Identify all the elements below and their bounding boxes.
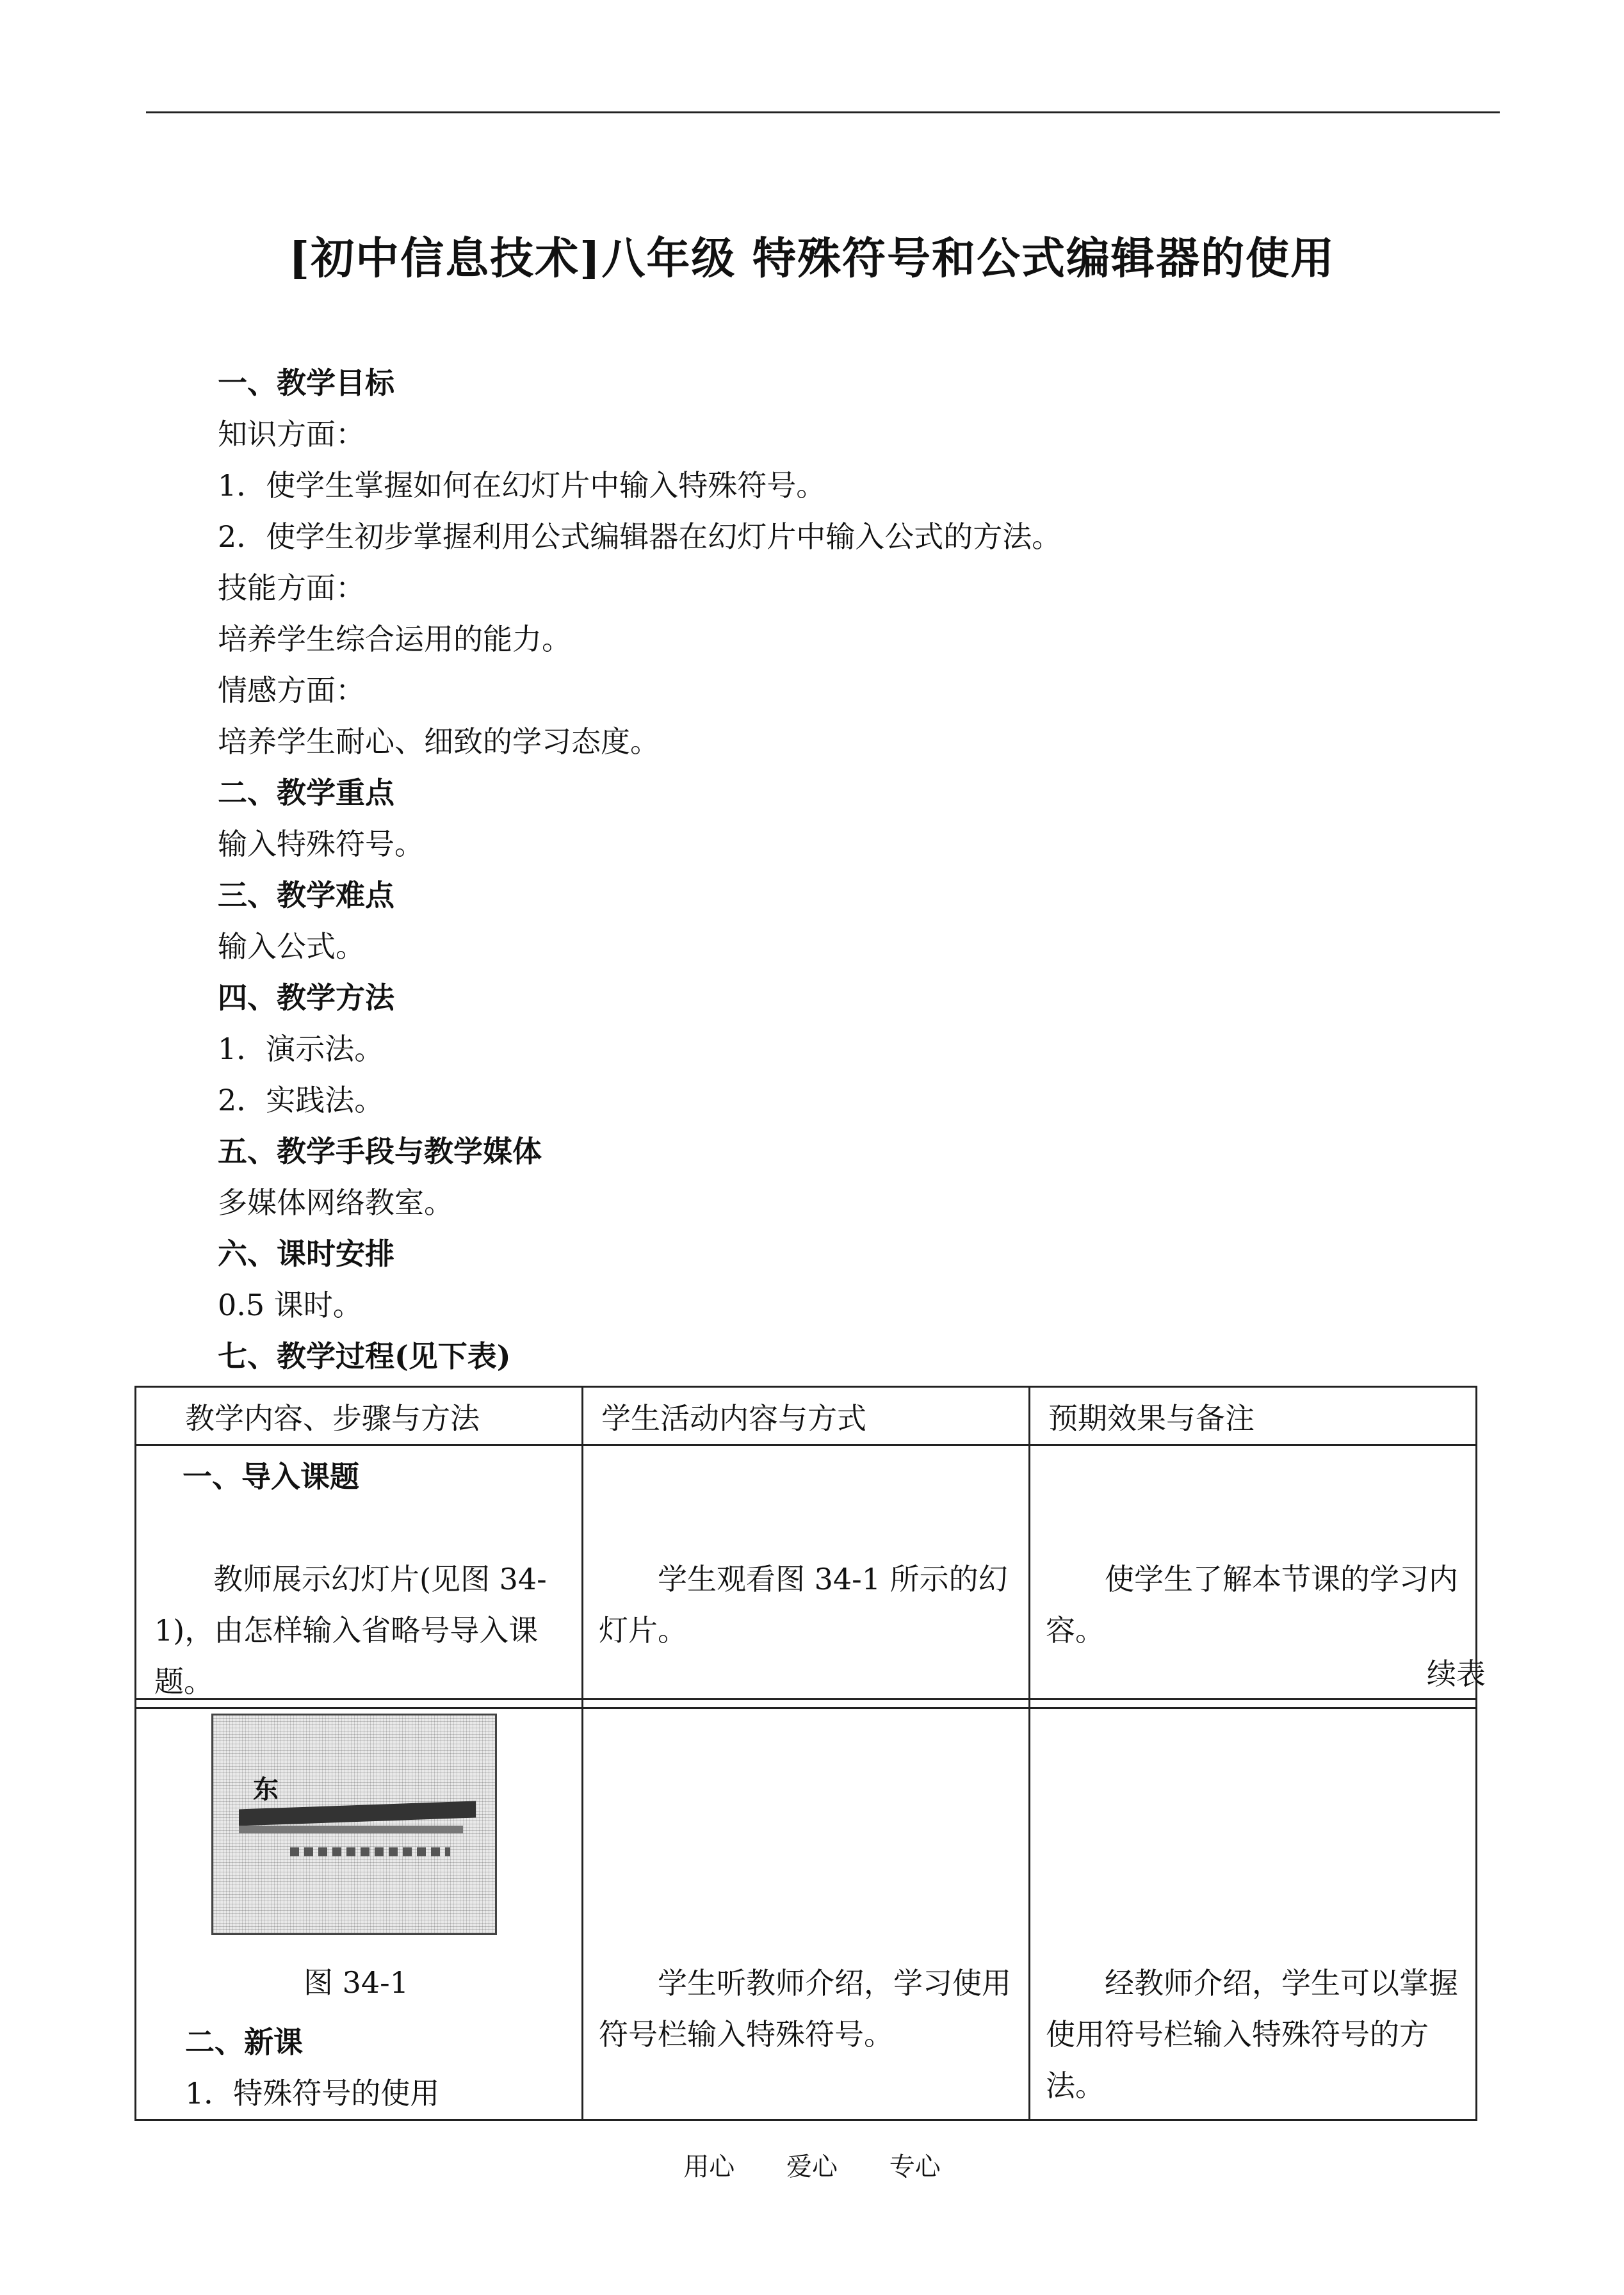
header-rule <box>146 111 1500 113</box>
body-text-line: 多媒体网络教室。 <box>218 1185 453 1220</box>
body-text-line: 情感方面： <box>218 673 365 708</box>
section-heading: 六、课时安排 <box>218 1237 394 1271</box>
cell-text: 学生观看图 34-1 所示的幻灯片。 <box>599 1562 1008 1648</box>
body-text-line: 2．使学生初步掌握利用公式编辑器在幻灯片中输入公式的方法。 <box>218 519 1062 554</box>
slide-underline <box>239 1826 463 1833</box>
header-cell: 学生活动内容与方式 <box>601 1401 866 1436</box>
body-text-line: 输入特殊符号。 <box>218 827 424 861</box>
continued-label: 续表 <box>1427 1657 1486 1691</box>
body-text-line: 培养学生耐心、细致的学习态度。 <box>218 724 660 759</box>
section-heading: 二、教学重点 <box>218 775 394 810</box>
body-text-line: 0.5 课时。 <box>218 1288 362 1322</box>
cell-text: 经教师介绍，学生可以掌握使用符号栏输入特殊符号的方法。 <box>1046 1966 1458 2103</box>
section-heading: 五、教学手段与教学媒体 <box>218 1134 542 1169</box>
section-heading: 三、教学难点 <box>218 878 394 912</box>
cell-text: 学生听教师介绍，学习使用符号栏输入特殊符号。 <box>599 1966 1011 2052</box>
footer-word: 用心 <box>683 2152 735 2182</box>
cell-text: 教师展示幻灯片(见图 34-1)，由怎样输入省略号导入课题。 <box>154 1562 547 1699</box>
body-text-line: 知识方面： <box>218 417 365 451</box>
slide-subtitle-line <box>290 1847 450 1856</box>
figure-caption: 图 34-1 <box>304 1965 409 2000</box>
process-table <box>134 1386 1477 1709</box>
header-cell: 教学内容、步骤与方法 <box>185 1401 480 1436</box>
footer-word: 专心 <box>889 2152 941 2182</box>
slide-thumbnail-image <box>211 1714 497 1935</box>
section-heading: 四、教学方法 <box>218 980 394 1015</box>
body-text-line: 输入公式。 <box>218 929 365 964</box>
header-cell: 预期效果与备注 <box>1048 1401 1255 1436</box>
body-text-line: 1．使学生掌握如何在幻灯片中输入特殊符号。 <box>218 468 826 503</box>
section-heading: 七、教学过程(见下表) <box>218 1339 511 1374</box>
section-heading: 一、导入课题 <box>183 1459 359 1494</box>
body-text-line: 培养学生综合运用的能力。 <box>218 622 571 656</box>
body-text-line: 1．演示法。 <box>218 1032 384 1066</box>
body-text-line: 技能方面： <box>218 571 365 605</box>
page-footer <box>0 2146 1624 2183</box>
cell-text: 使学生了解本节课的学习内容。 <box>1046 1562 1458 1648</box>
section-heading: 二、新课 <box>185 2025 303 2059</box>
slide-glyph: 东 <box>253 1774 279 1804</box>
document-title: [初中信息技术]八年级 特殊符号和公式编辑器的使用 <box>288 233 1336 284</box>
table-row <box>136 1445 1477 1708</box>
body-text-line: 2．实践法。 <box>218 1083 384 1117</box>
footer-word: 爱心 <box>786 2152 838 2182</box>
table-header-row <box>136 1387 1477 1445</box>
section-heading: 一、教学目标 <box>218 366 394 400</box>
list-item: 1．特殊符号的使用 <box>185 2076 440 2111</box>
